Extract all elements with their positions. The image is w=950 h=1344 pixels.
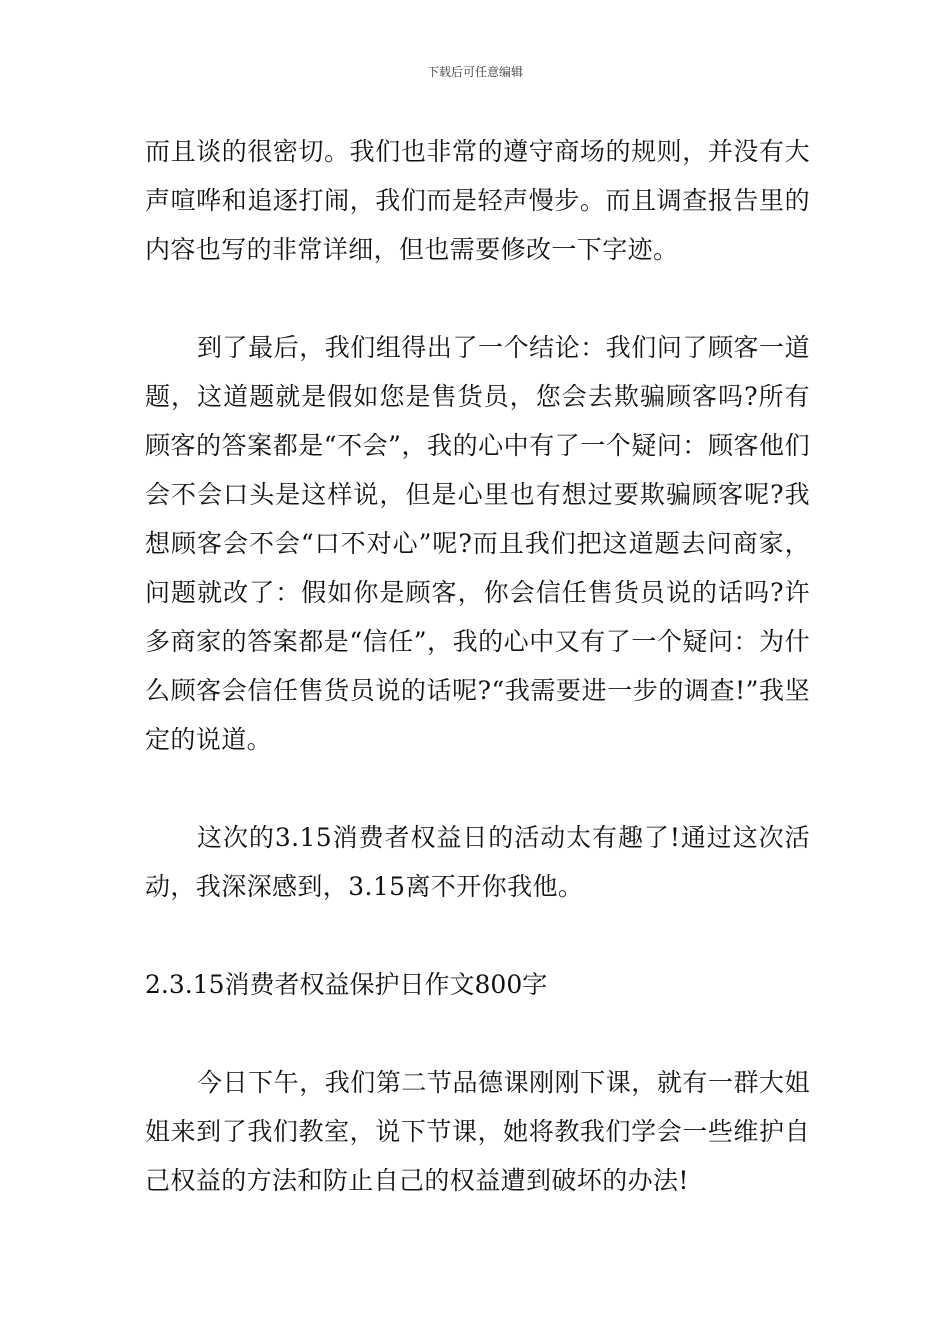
paragraph-gap xyxy=(145,764,810,813)
paragraph-2: 到了最后，我们组得出了一个结论：我们问了顾客一道题，这道题就是假如您是售货员，您会去欺骗顾客吗?所有顾客的答案都是“不会”，我的心中有了一个疑问：顾客他们会不会口头是这样说，但是心里也有想过要欺骗顾客呢?我想顾客会不会“口不对心”呢?而且我们把这道题去问商家，问题就改了：假如你是顾客，你会信任售货员说的话吗?许多商家的答案都是“信任”，我的心中又有了一个疑问：为什么顾客会信任售货员说的话呢?“我需要进一步的调查!”我坚定的说道。 xyxy=(145,333,810,754)
paragraph-gap xyxy=(145,911,810,960)
paragraph-gap xyxy=(145,274,810,323)
paragraph-1: 而且谈的很密切。我们也非常的遵守商场的规则，并没有大声喧哗和追逐打闹，我们而是轻声慢步。而且调查报告里的内容也写的非常详细，但也需要修改一下字迹。 xyxy=(145,137,810,264)
paragraph-gap xyxy=(145,1009,810,1058)
section-heading: 2.3.15消费者权益保护日作文800字 xyxy=(145,970,548,999)
paragraph-4: 今日下午，我们第二节品德课刚刚下课，就有一群大姐姐来到了我们教室，说下节课，她将教我们学会一些维护自己权益的方法和防止自己的权益遭到破坏的办法! xyxy=(145,1068,810,1195)
paragraph-3: 这次的3.15消费者权益日的活动太有趣了!通过这次活动，我深深感到，3.15离不开你我他。 xyxy=(145,823,810,901)
document-body xyxy=(145,127,810,1205)
page-header: 下载后可任意编辑 xyxy=(426,65,523,79)
